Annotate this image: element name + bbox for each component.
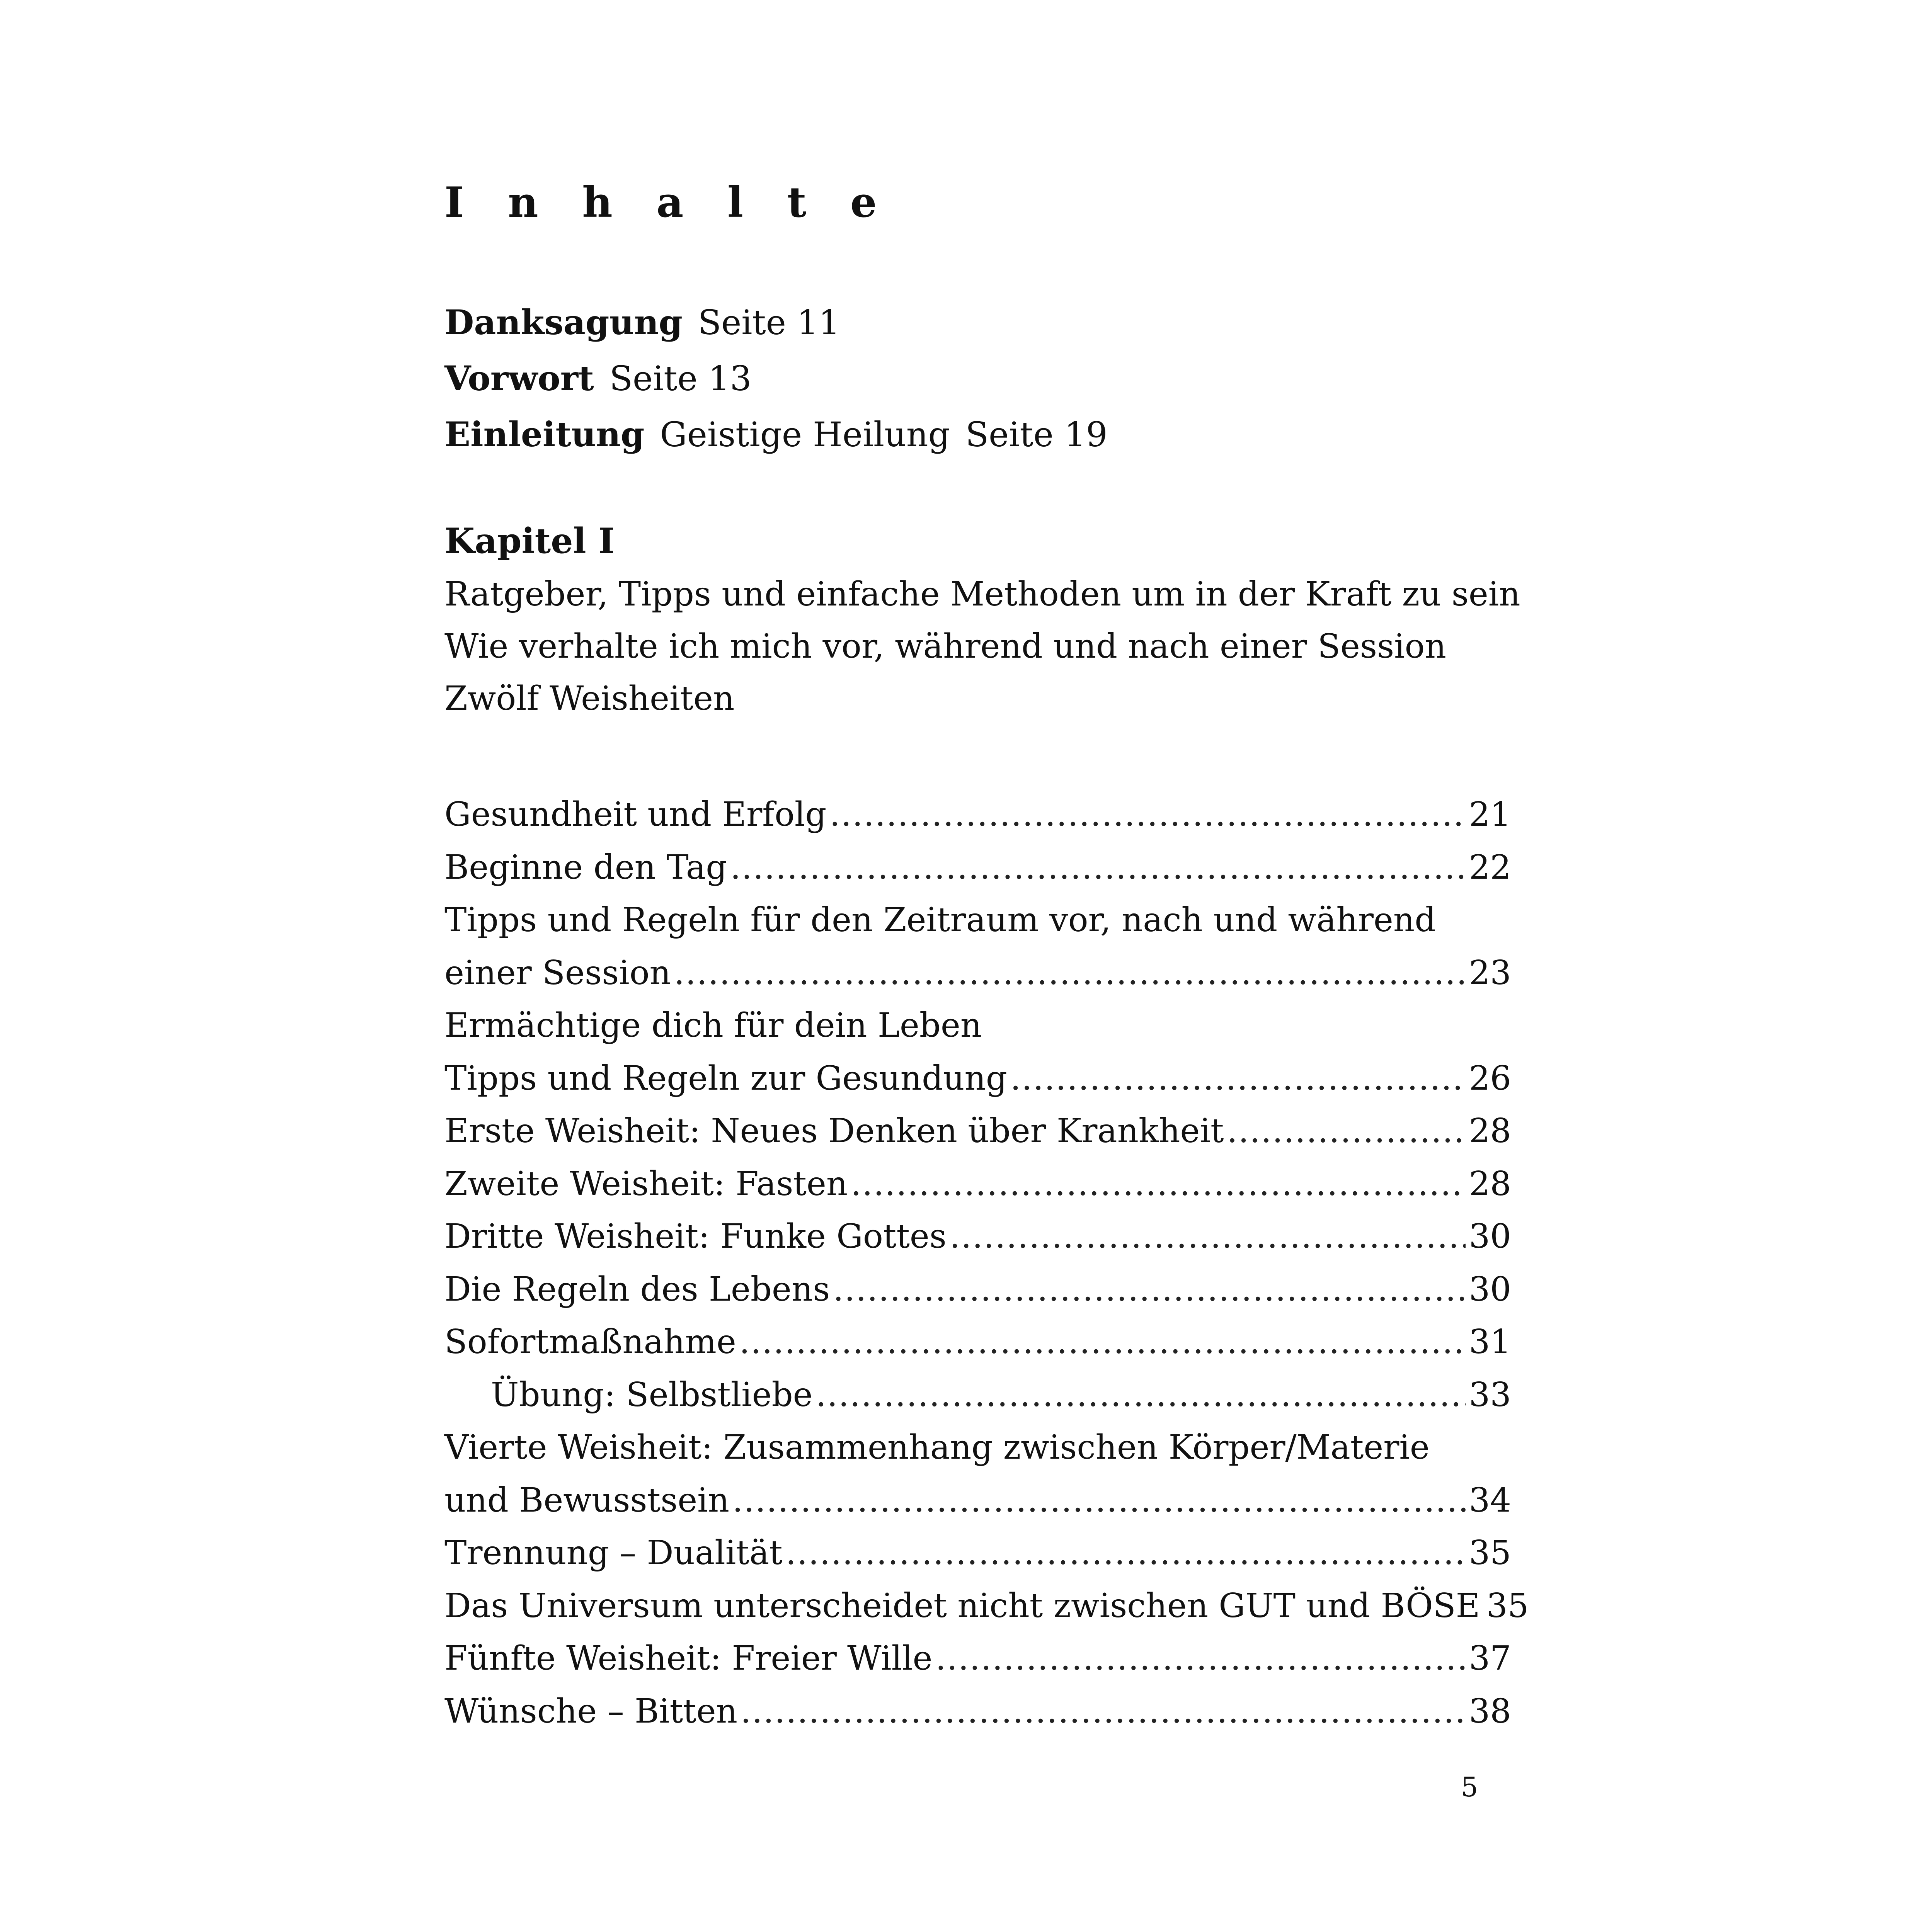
toc-entry bbox=[444, 1685, 1511, 1738]
toc-entry-page: 28 bbox=[1469, 1112, 1511, 1150]
toc-dot-leader bbox=[739, 1316, 1466, 1369]
toc-entry bbox=[444, 894, 1511, 947]
toc-entry-page: 28 bbox=[1469, 1164, 1511, 1203]
toc-entry-title: Gesundheit und Erfolg bbox=[444, 795, 827, 834]
toc-dot-leader bbox=[816, 1369, 1466, 1422]
toc-entry-title: Die Regeln des Lebens bbox=[444, 1270, 830, 1309]
toc-entry-page: 38 bbox=[1469, 1692, 1511, 1731]
toc-entry bbox=[444, 1052, 1511, 1105]
intro-subtitle: Geistige Heilung bbox=[660, 415, 950, 454]
intro-page: Seite 19 bbox=[965, 415, 1108, 454]
toc-entry-title: Wünsche – Bitten bbox=[444, 1692, 738, 1731]
toc-entry bbox=[444, 999, 1511, 1052]
toc-entry-title: Übung: Selbstliebe bbox=[491, 1375, 813, 1414]
page-number: 5 bbox=[1461, 1771, 1478, 1803]
toc-dot-leader bbox=[851, 1158, 1466, 1211]
toc-entry-title: Tipps und Regeln für den Zeitraum vor, nach und während bbox=[444, 901, 1436, 939]
toc-entry-page: 30 bbox=[1469, 1270, 1511, 1309]
toc-entry bbox=[444, 1210, 1511, 1263]
toc-entry-page: 35 bbox=[1486, 1586, 1529, 1625]
toc-dot-leader bbox=[741, 1685, 1466, 1738]
toc-entry bbox=[444, 1105, 1511, 1158]
intro-entry-einleitung bbox=[444, 414, 1108, 454]
intro-page: Seite 11 bbox=[698, 303, 840, 342]
chapter-description-line: Zwölf Weisheiten bbox=[444, 679, 735, 718]
intro-entry-danksagung bbox=[444, 302, 840, 342]
toc-entry-page: 23 bbox=[1469, 953, 1511, 992]
toc-entry bbox=[444, 1632, 1511, 1685]
intro-label: Vorwort bbox=[444, 358, 594, 398]
intro-label: Einleitung bbox=[444, 414, 645, 454]
toc-dot-leader bbox=[1227, 1105, 1466, 1158]
toc-entry-title: Zweite Weisheit: Fasten bbox=[444, 1164, 848, 1203]
toc-entry-title: Tipps und Regeln zur Gesundung bbox=[444, 1059, 1007, 1098]
toc-entry-title: Erste Weisheit: Neues Denken über Krankheit bbox=[444, 1112, 1224, 1150]
chapter-description-line: Wie verhalte ich mich vor, während und nach einer Session bbox=[444, 627, 1446, 666]
toc-entry bbox=[444, 1158, 1511, 1211]
toc-entry-page: 33 bbox=[1469, 1375, 1511, 1414]
toc-entry bbox=[444, 1580, 1529, 1633]
toc-dot-leader bbox=[833, 1263, 1466, 1316]
toc-entry-title: Dritte Weisheit: Funke Gottes bbox=[444, 1217, 947, 1256]
toc-entry bbox=[444, 841, 1511, 894]
toc-dot-leader bbox=[732, 1474, 1466, 1527]
toc-entry-page: 26 bbox=[1469, 1059, 1511, 1098]
toc-entry bbox=[444, 1369, 1511, 1422]
toc-entry-page: 35 bbox=[1469, 1534, 1511, 1572]
toc-entry-page: 22 bbox=[1469, 848, 1511, 887]
chapter-description-line: Ratgeber, Tipps und einfache Methoden um in der Kraft zu sein bbox=[444, 575, 1520, 614]
toc-entry bbox=[444, 947, 1511, 1000]
toc-entry-title: Beginne den Tag bbox=[444, 848, 727, 887]
toc-entry-title: Das Universum unterscheidet nicht zwischen GUT und BÖSE bbox=[444, 1586, 1480, 1625]
toc-entry-title: Sofortmaßnahme bbox=[444, 1323, 736, 1361]
toc-entry bbox=[444, 1421, 1511, 1474]
toc-dot-leader bbox=[674, 947, 1466, 1000]
page-title: I n h a l t e bbox=[444, 178, 892, 227]
toc-dot-leader bbox=[829, 788, 1466, 841]
toc-entry-page: 21 bbox=[1469, 795, 1511, 834]
toc-entry-title: Vierte Weisheit: Zusammenhang zwischen Körper/Materie bbox=[444, 1428, 1430, 1467]
toc-entry-page: 31 bbox=[1469, 1323, 1511, 1361]
toc-dot-leader bbox=[1010, 1052, 1466, 1105]
toc-dot-leader bbox=[786, 1527, 1466, 1580]
intro-entry-vorwort bbox=[444, 358, 752, 398]
toc-dot-leader bbox=[950, 1210, 1466, 1263]
toc-entry bbox=[444, 1527, 1511, 1580]
toc-entry bbox=[444, 788, 1511, 841]
chapter-heading: Kapitel I bbox=[444, 520, 615, 561]
toc-entry bbox=[444, 1474, 1511, 1527]
toc-entry-title: einer Session bbox=[444, 953, 671, 992]
toc-dot-leader bbox=[730, 841, 1466, 894]
toc-entry-title: und Bewusstsein bbox=[444, 1481, 730, 1520]
toc-entry-title: Ermächtige dich für dein Leben bbox=[444, 1006, 982, 1045]
toc-dot-leader bbox=[935, 1632, 1466, 1685]
toc-entry-title: Trennung – Dualität bbox=[444, 1534, 783, 1572]
table-of-contents bbox=[444, 788, 1529, 1738]
toc-entry-page: 34 bbox=[1469, 1481, 1511, 1520]
toc-entry bbox=[444, 1263, 1511, 1316]
toc-entry-page: 30 bbox=[1469, 1217, 1511, 1256]
toc-entry bbox=[444, 1316, 1511, 1369]
toc-entry-title: Fünfte Weisheit: Freier Wille bbox=[444, 1639, 933, 1678]
intro-label: Danksagung bbox=[444, 302, 683, 342]
toc-entry-page: 37 bbox=[1469, 1639, 1511, 1678]
intro-page: Seite 13 bbox=[609, 359, 752, 398]
